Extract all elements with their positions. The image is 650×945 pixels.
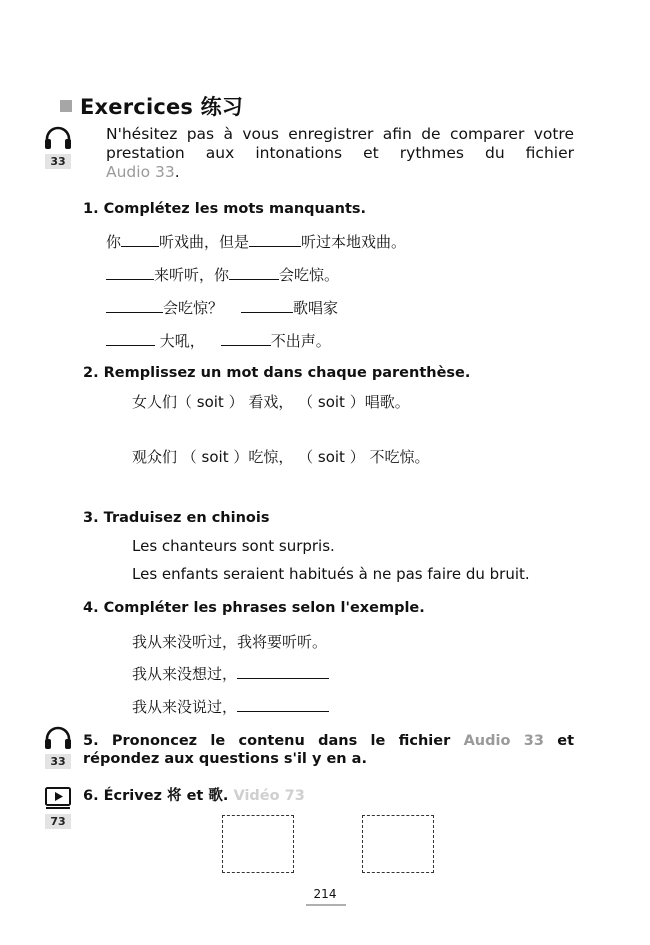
blank-field[interactable]: [237, 698, 329, 712]
page-number-underline: [306, 904, 346, 906]
section-title-text: Exercices 练习: [80, 95, 244, 119]
q1-line-2: [106, 264, 339, 285]
blank-field[interactable]: [121, 233, 159, 247]
q1-line-1: [106, 231, 406, 252]
intro-line-1: N'hésitez pas à vous enregistrer afin de comparer votre: [106, 125, 574, 143]
q1-text: 听戏曲，但是: [159, 233, 250, 251]
q6-text: 6. Écrivez 将 et 歌.: [83, 788, 229, 804]
intro-paragraph: [106, 125, 574, 182]
q1-text: 不出声。: [270, 332, 331, 350]
blank-field[interactable]: [221, 332, 271, 346]
q1-heading: 1. Complétez les mots manquants.: [83, 201, 367, 217]
q1-text: 大吼，: [159, 332, 205, 350]
intro-period: .: [174, 163, 180, 181]
video-link[interactable]: Vidéo 73: [233, 788, 305, 804]
video-marker[interactable]: [41, 786, 75, 829]
blank-field[interactable]: [241, 299, 293, 313]
audio-link[interactable]: Audio 33: [106, 163, 175, 181]
blank-field[interactable]: [106, 266, 154, 280]
q1-text: 会吃惊。: [279, 266, 340, 284]
q4-line-3: [132, 696, 329, 717]
q4-text: 我从来没说过，: [132, 698, 238, 716]
page-number: 214: [313, 887, 337, 901]
q2-line-2: 观众们 （ soit ）吃惊， （ soit ） 不吃惊。: [132, 448, 430, 466]
q3-heading: 3. Traduisez en chinois: [83, 510, 270, 526]
video-number-badge: 73: [45, 814, 70, 829]
q1-text: 歌唱家: [293, 299, 339, 317]
audio-link[interactable]: Audio 33: [463, 733, 544, 749]
audio-number-badge: 33: [45, 754, 70, 769]
q1-line-4: [106, 330, 331, 351]
writing-box[interactable]: [362, 815, 434, 873]
q5-line-1: [83, 732, 574, 750]
q2-line-1: 女人们（ soit ） 看戏， （ soit ）唱歌。: [132, 393, 410, 411]
audio-marker[interactable]: [41, 726, 75, 769]
q4-line-2: [132, 663, 329, 684]
intro-line-2: prestation aux intonations et rythmes du fichier: [106, 144, 574, 162]
q2-heading: 2. Remplissez un mot dans chaque parenthèse.: [83, 365, 471, 381]
blank-field[interactable]: [237, 665, 329, 679]
q1-text: 你: [106, 233, 122, 251]
audio-number-badge: 33: [45, 154, 70, 169]
writing-box[interactable]: [222, 815, 294, 873]
q1-text: 来听听，你: [154, 266, 230, 284]
headphones-icon: [43, 126, 73, 150]
q5-text: et: [557, 733, 574, 749]
video-play-icon: [43, 786, 73, 810]
q4-heading: 4. Compléter les phrases selon l'exemple.: [83, 600, 425, 616]
blank-field[interactable]: [106, 299, 163, 313]
q5-heading: [83, 732, 574, 768]
q4-example: 我从来没听过，我将要听听。: [132, 633, 328, 651]
blank-field[interactable]: [229, 266, 279, 280]
audio-marker[interactable]: [41, 126, 75, 169]
q5-text: 5. Prononcez le contenu dans le fichier: [83, 733, 451, 749]
q1-text: 会吃惊？: [163, 299, 224, 317]
headphones-icon: [43, 726, 73, 750]
blank-field[interactable]: [249, 233, 301, 247]
title-bullet: [60, 100, 72, 112]
q6-heading: [83, 784, 305, 805]
q1-text: 听过本地戏曲。: [301, 233, 407, 251]
blank-field[interactable]: [106, 332, 155, 346]
q3-line-1: Les chanteurs sont surpris.: [132, 537, 335, 555]
q5-line-2: répondez aux questions s'il y en a.: [83, 751, 367, 767]
q4-text: 我从来没想过，: [132, 665, 238, 683]
section-title: [60, 91, 243, 121]
q1-line-3: [106, 297, 338, 318]
q3-line-2: Les enfants seraient habitués à ne pas faire du bruit.: [132, 565, 530, 583]
